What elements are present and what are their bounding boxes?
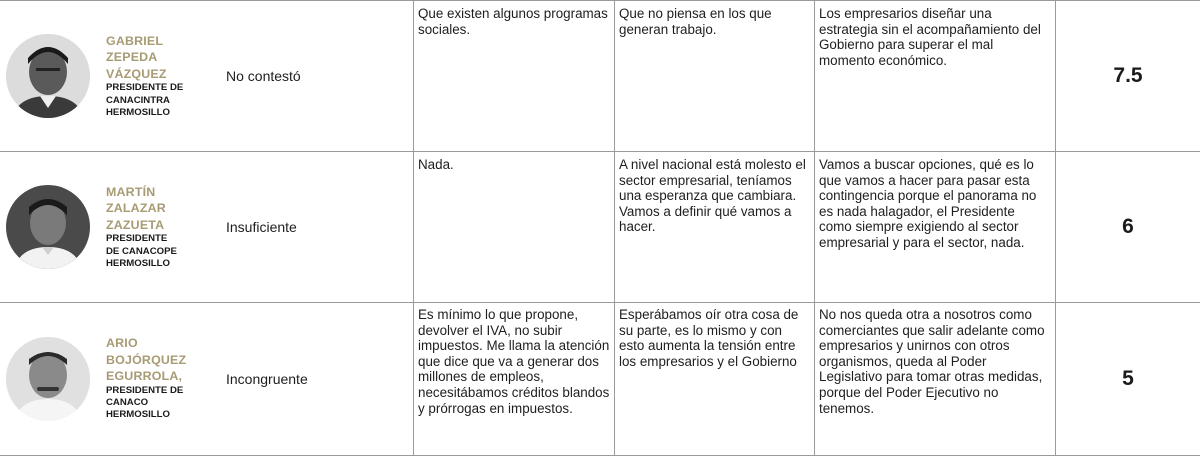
grade-value: 6 xyxy=(1122,215,1134,238)
person-name: EGURROLA, xyxy=(106,369,183,384)
question-3-cell xyxy=(815,152,1056,302)
question-2-text: A nivel nacional está molesto el sector empresarial, teníamos una esperanza que cambiara. Vamos a definir qué vamos a hacer. xyxy=(619,157,806,235)
question-2-cell xyxy=(615,302,815,455)
person-name: ARIO xyxy=(106,336,138,351)
person-name: GABRIEL xyxy=(106,33,164,48)
question-2-cell xyxy=(615,152,815,302)
person-cell xyxy=(100,152,218,302)
photo-cell xyxy=(0,1,100,151)
person-role: PRESIDENTE xyxy=(106,233,168,245)
person-name: VÁZQUEZ xyxy=(106,66,167,81)
person-role: HERMOSILLO xyxy=(106,257,170,269)
avatar xyxy=(6,185,90,269)
table-row xyxy=(0,152,1200,303)
answer-cell xyxy=(218,1,414,151)
question-2-cell xyxy=(615,1,815,151)
answer-text: Incongruente xyxy=(226,370,308,387)
person-role: HERMOSILLO xyxy=(106,409,170,421)
avatar xyxy=(6,337,90,421)
person-name: ZALAZAR xyxy=(106,201,166,216)
question-3-text: Los empresarios diseñar una estrategia sin el acompañamiento del Gobierno para superar el mal momento económico. xyxy=(819,6,1041,68)
person-role: CANACO xyxy=(106,397,149,409)
table-row xyxy=(0,302,1200,456)
person-role: PRESIDENTE DE xyxy=(106,384,184,396)
person-name: BOJÓRQUEZ xyxy=(106,352,187,367)
grade-value: 7.5 xyxy=(1113,64,1143,87)
question-1-text: Es mínimo lo que propone, devolver el IVA, no subir impuestos. Me llama la atención que dice que va a generar dos millones de empleos, necesitábamos créditos blandos y prórrogas en impuestos. xyxy=(418,307,610,416)
person-name: ZAZUETA xyxy=(106,217,165,232)
question-1-cell xyxy=(414,302,615,455)
person-cell xyxy=(100,302,218,455)
question-1-text: Nada. xyxy=(418,157,454,172)
question-3-text: Vamos a buscar opciones, qué es lo que vamos a hacer para pasar esta contingencia porque el panorama no es nada halagador, el Presidente como siempre exigiendo al sector empresarial y para el sector, nada. xyxy=(819,157,1037,250)
person-role: HERMOSILLO xyxy=(106,106,170,118)
question-1-cell xyxy=(414,1,615,151)
grade-cell xyxy=(1056,152,1200,302)
answer-text: No contestó xyxy=(226,68,301,84)
photo-cell xyxy=(0,152,100,302)
grade-cell xyxy=(1056,302,1200,455)
person-role: CANACINTRA xyxy=(106,94,170,106)
person-name: MARTÍN xyxy=(106,184,156,199)
person-cell xyxy=(100,1,218,151)
person-role: DE CANACOPE xyxy=(106,245,177,257)
answer-text: Insuficiente xyxy=(226,219,297,235)
grade-cell xyxy=(1056,1,1200,151)
question-2-text: Que no piensa en los que generan trabajo. xyxy=(619,6,772,37)
table-row xyxy=(0,0,1200,152)
question-1-text: Que existen algunos programas sociales. xyxy=(418,6,608,37)
question-1-cell xyxy=(414,152,615,302)
grade-value: 5 xyxy=(1122,366,1134,390)
question-3-cell xyxy=(815,1,1056,151)
answer-cell xyxy=(218,302,414,455)
answer-cell xyxy=(218,152,414,302)
person-role: PRESIDENTE DE xyxy=(106,82,184,94)
photo-cell xyxy=(0,302,100,455)
question-3-text: No nos queda otra a nosotros como comerciantes que salir adelante como empresarios y unirnos con otros organismos, queda al Poder Legislativo para tomar otras medidas, porque del Poder Ejecutivo no tenemos. xyxy=(819,307,1045,416)
avatar xyxy=(6,34,90,118)
question-2-text: Esperábamos oír otra cosa de su parte, es lo mismo y con esto aumenta la tensión entre los empresarios y el Gobierno xyxy=(619,307,799,369)
question-3-cell xyxy=(815,302,1056,455)
person-name: ZEPEDA xyxy=(106,50,158,65)
